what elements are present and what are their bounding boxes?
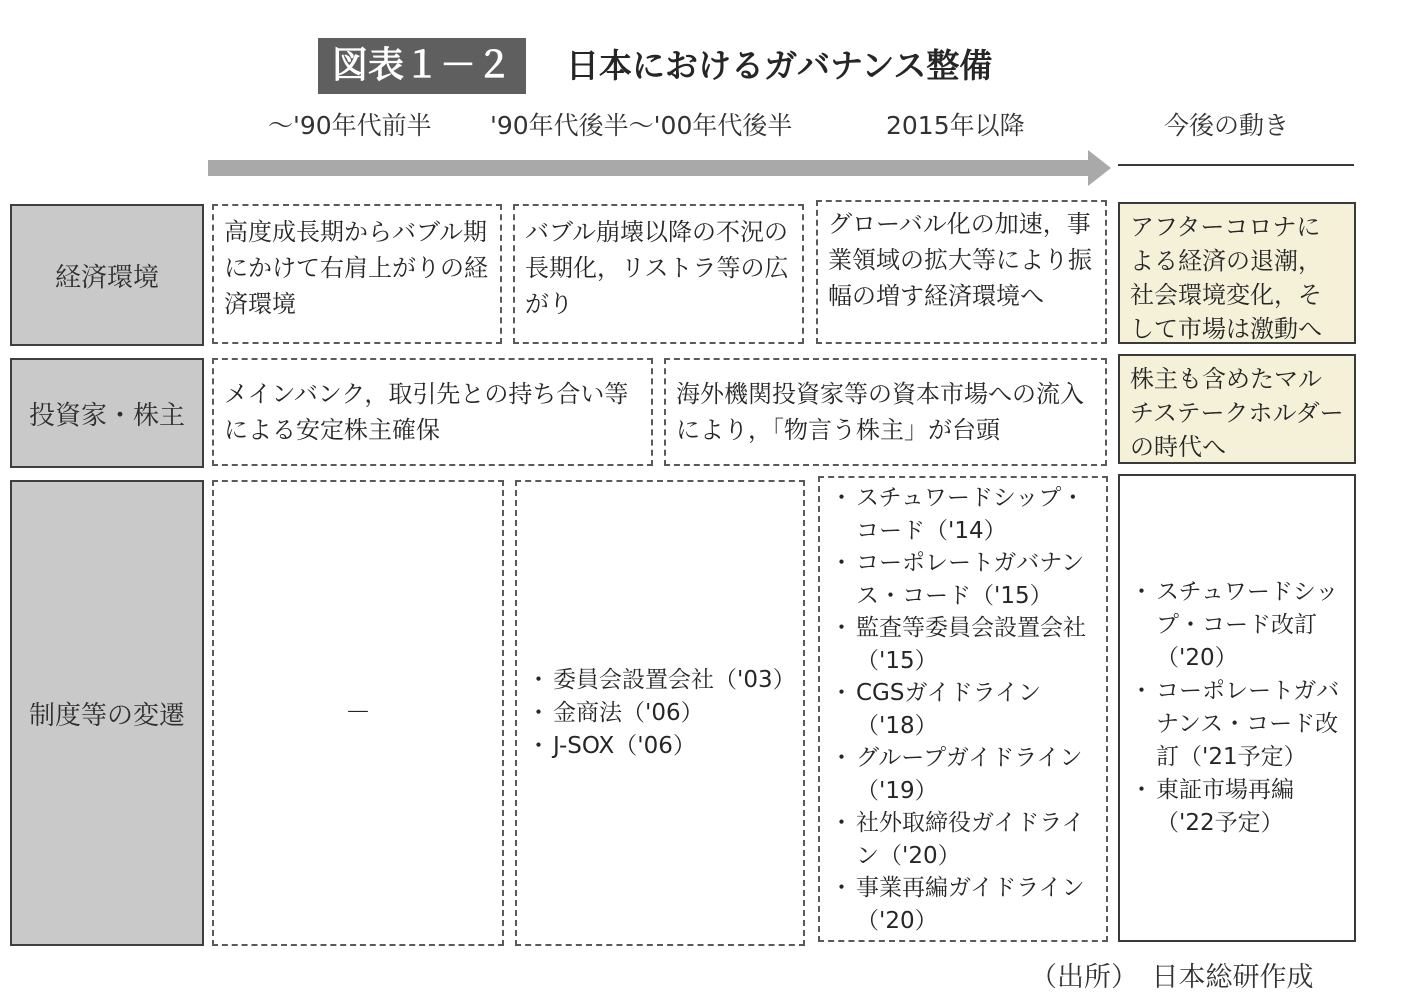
list-item: ・ スチュワードシップ・コード改訂（'20） [1134,576,1344,675]
investors-period-1: メインバンク，取引先との持ち合い等による安定株主確保 [212,358,653,466]
future-divider-line [1118,164,1354,166]
list-item: ・ 委員会設置会社（'03） [531,664,801,697]
timeline-arrow [208,148,1113,188]
list-item: ・ グループガイドライン（'19） [834,742,1100,807]
institutions-period-3 [818,476,1108,942]
economy-future: アフターコロナによる経済の退潮，社会環境変化，そして市場は激動へ [1118,202,1356,344]
list-item: ・ 事業再編ガイドライン（'20） [834,872,1100,937]
institutions-future-list [1134,576,1344,840]
list-item: ・ CGSガイドライン（'18） [834,677,1100,742]
period-label-1: ～'90年代前半 [268,111,432,140]
institutions-future [1118,474,1356,942]
row-header-economy: 経済環境 [10,204,204,346]
list-item: ・ スチュワードシップ・コード（'14） [834,482,1100,547]
economy-period-1: 高度成長期からバブル期にかけて右肩上がりの経済環境 [212,204,502,344]
investors-future: 株主も含めたマルチステークホルダーの時代へ [1118,354,1356,464]
investors-period-2-3: 海外機関投資家等の資本市場への流入により，「物言う株主」が台頭 [664,358,1107,466]
timeline-arrow-shape [208,150,1111,186]
list-item: ・ 東証市場再編（'22予定） [1134,774,1344,840]
economy-period-3: グローバル化の加速，事業領域の拡大等により振幅の増す経済環境へ [816,200,1107,344]
period-label-future: 今後の動き [1164,111,1290,140]
list-item: ・ コーポレートガバナンス・コード（'15） [834,547,1100,612]
row-header-institutions: 制度等の変遷 [10,480,204,946]
figure-title: 日本におけるガバナンス整備 [566,46,993,85]
source-note: （出所） 日本総研作成 [1030,962,1314,993]
period-label-3: 2015年以降 [886,111,1025,140]
list-item: ・ 金商法（'06） [531,697,801,730]
institutions-period-3-list [834,482,1100,937]
list-item: ・ 監査等委員会設置会社（'15） [834,612,1100,677]
economy-period-2: バブル崩壊以降の不況の長期化，リストラ等の広がり [513,204,804,344]
figure-label: 図表１－２ [318,38,526,94]
institutions-period-2-list [531,664,801,763]
institutions-period-2 [515,480,805,946]
list-item: ・ コーポレートガバナンス・コード改訂（'21予定） [1134,675,1344,774]
row-header-investors: 投資家・株主 [10,358,204,468]
institutions-period-1: － [212,480,504,946]
period-label-2: '90年代後半～'00年代後半 [490,111,793,140]
list-item: ・ J-SOX（'06） [531,730,801,763]
list-item: ・ 社外取締役ガイドライン（'20） [834,807,1100,872]
